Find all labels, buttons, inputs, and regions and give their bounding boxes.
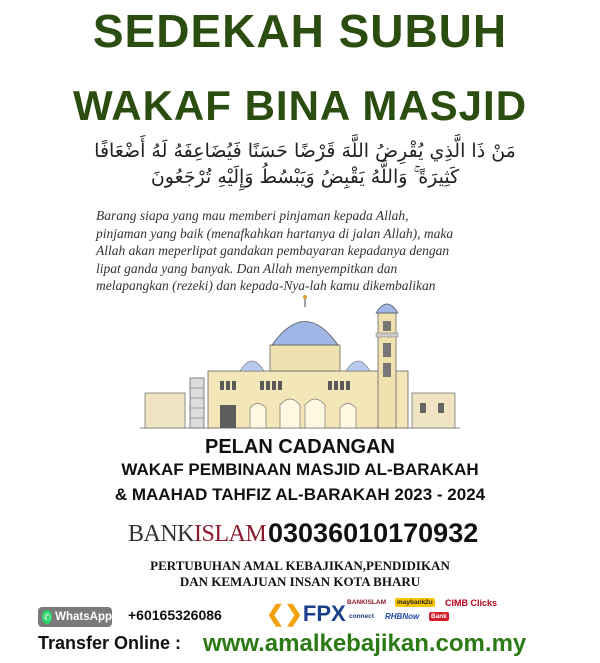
organisation-name-line-1: PERTUBUHAN AMAL KEBAJIKAN,PENDIDIKAN <box>150 558 450 573</box>
translation-line: pinjaman yang baik (menafkahkan hartanya di jalan Allah), maka <box>96 225 454 241</box>
bank-islam-logo <box>128 521 266 548</box>
whatsapp-badge[interactable] <box>38 607 112 627</box>
account-number: 03036010170932 <box>268 518 479 548</box>
whatsapp-icon: ✆ <box>43 612 51 622</box>
arabic-line-1: مَنْ ذَا الَّذِي يُقْرِضُ اللَّهَ قَرْضًا حَسَنًا فَيُضَاعِفَهُ لَهُ أَضْعَافًا <box>94 140 516 162</box>
mosque-elevation-drawing <box>140 293 460 433</box>
plan-heading: PELAN CADANGAN <box>205 436 395 458</box>
quran-verse-arabic <box>90 138 520 190</box>
bankislam-logo: BANKISLAM <box>347 599 386 606</box>
whatsapp-label: WhatsApp <box>55 611 112 623</box>
fpx-logo <box>266 601 346 627</box>
organisation-name-line-2: DAN KEMAJUAN INSAN KOTA BHARU <box>179 574 421 589</box>
headline-subtitle: WAKAF BINA MASJID <box>72 82 528 129</box>
website-link[interactable]: www.amalkebajikan.com.my <box>203 630 527 657</box>
translation-line: Barang siapa yang mau memberi pinjaman kepada Allah, <box>96 208 409 223</box>
connect-logo: connect <box>349 613 374 620</box>
fpx-label: FPX <box>302 601 346 626</box>
transfer-online-label: Transfer Online : <box>38 633 182 653</box>
verse-translation <box>96 207 476 295</box>
fpx-chevron-icon: ❮❯ <box>266 601 303 626</box>
bank-logo: Bank <box>431 613 447 620</box>
bank-name-accent: ISLAM <box>194 521 267 547</box>
translation-line: lipat ganda yang banyak. Dan Allah menyempitkan dan <box>96 260 398 276</box>
plan-project-line: WAKAF PEMBINAAN MASJID AL-BARAKAH <box>121 460 479 479</box>
bank-name-part: BANK <box>128 521 195 547</box>
translation-line: melapangkan (rezeki) dan kepada-Nya-lah kamu dikembalikan <box>96 278 436 293</box>
arabic-line-2: كَثِيرَةً ۚ وَاللَّهُ يَقْبِضُ وَيَبْسُطُ وَإِلَيْهِ تُرْجَعُونَ <box>150 166 460 188</box>
translation-line: Allah akan meperlipat gandakan pembayaran kepadanya dengan <box>96 243 450 258</box>
phone-number[interactable]: +60165326086 <box>128 607 222 623</box>
payment-logos <box>345 598 505 628</box>
maybank-logo: maybank2u <box>397 599 433 606</box>
plan-project-line-2: & MAAHAD TAHFIZ AL-BARAKAH 2023 - 2024 <box>114 485 486 504</box>
cimb-logo: CIMB Clicks <box>445 598 498 608</box>
rhbnow-logo: RHBNow <box>385 612 420 621</box>
headline-title: SEDEKAH SUBUH <box>92 5 508 57</box>
